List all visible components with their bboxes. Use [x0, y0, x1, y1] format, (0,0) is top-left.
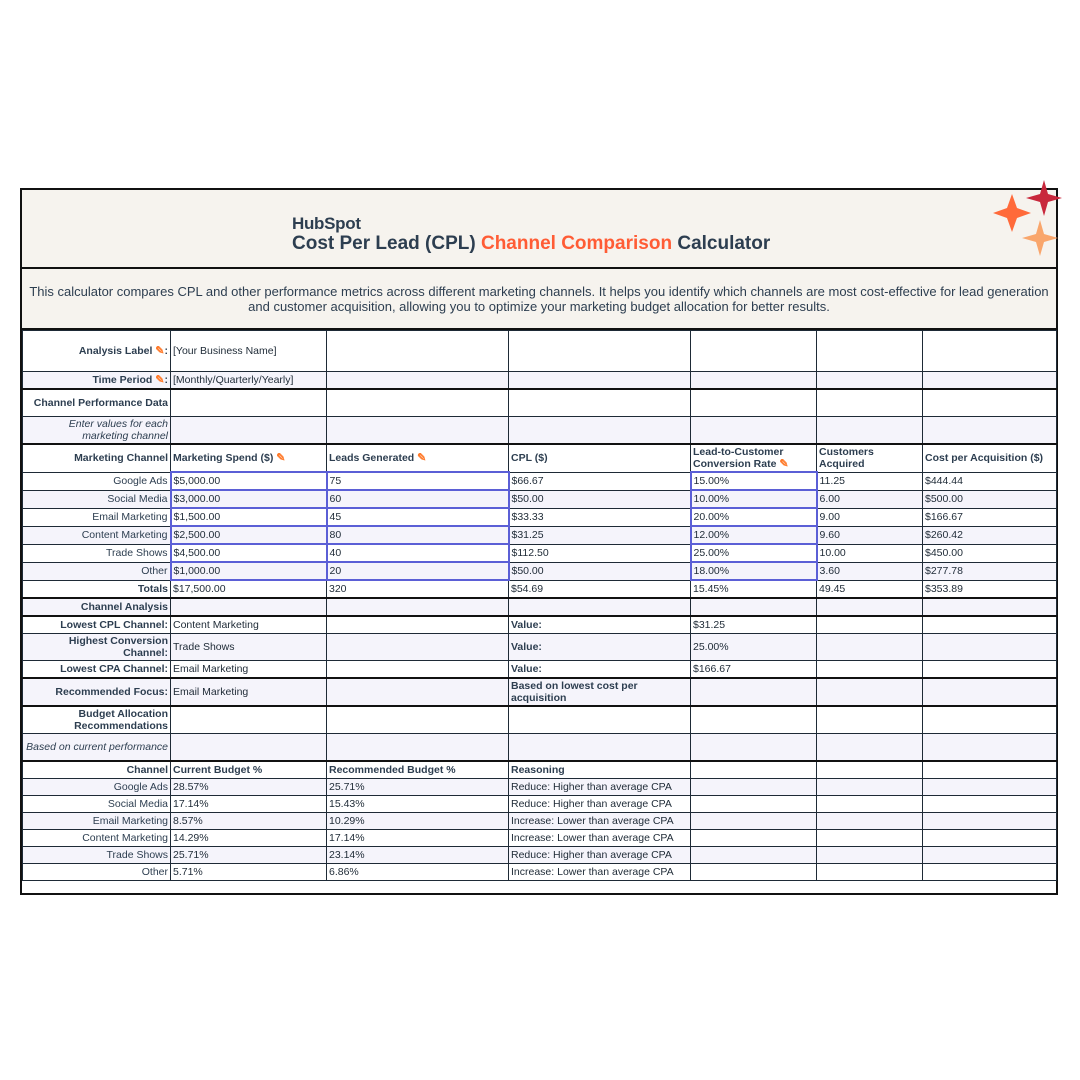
spend-input[interactable]: $1,000.00	[171, 562, 327, 580]
customers-value: 3.60	[817, 562, 923, 580]
recommended-budget: 15.43%	[327, 796, 509, 813]
sparkle-light	[1022, 220, 1058, 256]
cpl-value: $66.67	[509, 472, 691, 490]
spend-input[interactable]: $2,500.00	[171, 526, 327, 544]
totals-row	[23, 580, 1057, 598]
time-period-input[interactable]: [Monthly/Quarterly/Yearly]	[171, 372, 327, 390]
cpl-value: $31.25	[509, 526, 691, 544]
conversion-input[interactable]: 12.00%	[691, 526, 817, 544]
lowest-cpl-channel: Content Marketing	[171, 616, 327, 634]
budget-channel: Social Media	[23, 796, 171, 813]
pencil-icon: ✎	[155, 345, 165, 357]
reasoning: Reduce: Higher than average CPA	[509, 847, 691, 864]
channel-name: Trade Shows	[23, 544, 171, 562]
leads-input[interactable]: 60	[327, 490, 509, 508]
current-budget: 17.14%	[171, 796, 327, 813]
leads-input[interactable]: 45	[327, 508, 509, 526]
conversion-input[interactable]: 18.00%	[691, 562, 817, 580]
highest-conversion-channel: Trade Shows	[171, 634, 327, 661]
conversion-input[interactable]: 20.00%	[691, 508, 817, 526]
customers-value: 9.60	[817, 526, 923, 544]
budget-channel: Trade Shows	[23, 847, 171, 864]
budget-row	[23, 864, 1057, 881]
cpl-value: $50.00	[509, 562, 691, 580]
budget-col-reasoning: Reasoning	[509, 761, 691, 779]
cpa-value: $444.44	[923, 472, 1057, 490]
totals-label: Totals	[23, 580, 171, 598]
col-header-channel: Marketing Channel	[23, 444, 171, 472]
leads-input[interactable]: 40	[327, 544, 509, 562]
lowest-cpl-label: Lowest CPL Channel:	[23, 616, 171, 634]
current-budget: 5.71%	[171, 864, 327, 881]
title-part-2: Calculator	[672, 233, 771, 254]
leads-input[interactable]: 80	[327, 526, 509, 544]
analysis-section-title: Channel Analysis	[23, 598, 171, 616]
sparkle-icon	[982, 180, 1062, 270]
leads-input[interactable]: 75	[327, 472, 509, 490]
cpa-value: $260.42	[923, 526, 1057, 544]
time-period-label: Time Period ✎:	[23, 372, 171, 390]
col-header-cpl: CPL ($)	[509, 444, 691, 472]
total-cpl: $54.69	[509, 580, 691, 598]
cpl-value: $50.00	[509, 490, 691, 508]
channel-row	[23, 544, 1057, 562]
recommended-focus-label: Recommended Focus:	[23, 678, 171, 706]
recommended-budget: 17.14%	[327, 830, 509, 847]
budget-row	[23, 847, 1057, 864]
cpa-value: $450.00	[923, 544, 1057, 562]
description-panel	[22, 269, 1056, 330]
pencil-icon: ✎	[417, 452, 427, 464]
budget-col-current: Current Budget %	[171, 761, 327, 779]
highest-conversion-value: 25.00%	[691, 634, 817, 661]
total-cpa: $353.89	[923, 580, 1057, 598]
total-spend: $17,500.00	[171, 580, 327, 598]
customers-value: 6.00	[817, 490, 923, 508]
budget-col-channel: Channel	[23, 761, 171, 779]
value-label: Value:	[509, 616, 691, 634]
lowest-cpl-value: $31.25	[691, 616, 817, 634]
total-customers: 49.45	[817, 580, 923, 598]
budget-col-recommended: Recommended Budget %	[327, 761, 509, 779]
channel-name: Social Media	[23, 490, 171, 508]
recommended-budget: 25.71%	[327, 779, 509, 796]
reasoning: Increase: Lower than average CPA	[509, 813, 691, 830]
current-budget: 14.29%	[171, 830, 327, 847]
col-header-customers: Customers Acquired	[817, 444, 923, 472]
value-label: Value:	[509, 634, 691, 661]
recommended-budget: 10.29%	[327, 813, 509, 830]
channel-name: Other	[23, 562, 171, 580]
cpa-value: $277.78	[923, 562, 1057, 580]
col-header-spend: Marketing Spend ($) ✎	[171, 444, 327, 472]
budget-hint: Based on current performance	[23, 734, 171, 762]
performance-hint: Enter values for each marketing channel	[23, 417, 171, 445]
cpl-value: $33.33	[509, 508, 691, 526]
current-budget: 25.71%	[171, 847, 327, 864]
budget-channel: Email Marketing	[23, 813, 171, 830]
reasoning: Increase: Lower than average CPA	[509, 830, 691, 847]
spend-input[interactable]: $3,000.00	[171, 490, 327, 508]
channel-name: Google Ads	[23, 472, 171, 490]
lowest-cpa-label: Lowest CPA Channel:	[23, 661, 171, 679]
pencil-icon: ✎	[276, 452, 286, 464]
reasoning: Increase: Lower than average CPA	[509, 864, 691, 881]
leads-input[interactable]: 20	[327, 562, 509, 580]
sparkle-red	[1026, 180, 1062, 216]
channel-row	[23, 562, 1057, 580]
channel-row	[23, 490, 1057, 508]
channel-row	[23, 526, 1057, 544]
spend-input[interactable]: $4,500.00	[171, 544, 327, 562]
calculator-grid	[22, 330, 1057, 881]
reasoning: Reduce: Higher than average CPA	[509, 796, 691, 813]
spreadsheet	[20, 188, 1058, 895]
channel-name: Content Marketing	[23, 526, 171, 544]
budget-channel: Google Ads	[23, 779, 171, 796]
lowest-cpa-channel: Email Marketing	[171, 661, 327, 679]
lowest-cpa-value: $166.67	[691, 661, 817, 679]
sparkle-orange	[993, 194, 1031, 232]
cpa-value: $166.67	[923, 508, 1057, 526]
budget-row	[23, 779, 1057, 796]
conversion-input[interactable]: 10.00%	[691, 490, 817, 508]
conversion-input[interactable]: 15.00%	[691, 472, 817, 490]
value-label: Value:	[509, 661, 691, 679]
budget-row	[23, 813, 1057, 830]
total-conversion: 15.45%	[691, 580, 817, 598]
hubspot-logo: HubSpot	[292, 214, 361, 233]
pencil-icon: ✎	[779, 458, 789, 470]
customers-value: 11.25	[817, 472, 923, 490]
current-budget: 28.57%	[171, 779, 327, 796]
budget-row	[23, 796, 1057, 813]
recommended-focus-channel: Email Marketing	[171, 678, 327, 706]
reasoning: Reduce: Higher than average CPA	[509, 779, 691, 796]
recommended-budget: 23.14%	[327, 847, 509, 864]
channel-row	[23, 472, 1057, 490]
channel-row	[23, 508, 1057, 526]
header-banner	[22, 190, 1056, 269]
col-header-conversion: Lead-to-Customer Conversion Rate ✎	[691, 444, 817, 472]
budget-channel: Content Marketing	[23, 830, 171, 847]
spend-input[interactable]: $1,500.00	[171, 508, 327, 526]
col-header-cpa: Cost per Acquisition ($)	[923, 444, 1057, 472]
budget-section-title: Budget Allocation Recommendations	[23, 706, 171, 734]
highest-conversion-label: Highest Conversion Channel:	[23, 634, 171, 661]
description-text: This calculator compares CPL and other performance metrics across different marketing channels. It helps you identify which channels are most cost-effective for lead generation and customer acquisition, allowing you to optimize your marketing budget allocation for better results.	[29, 283, 1049, 314]
current-budget: 8.57%	[171, 813, 327, 830]
total-leads: 320	[327, 580, 509, 598]
budget-channel: Other	[23, 864, 171, 881]
cpa-value: $500.00	[923, 490, 1057, 508]
recommended-budget: 6.86%	[327, 864, 509, 881]
recommended-focus-reason: Based on lowest cost per acquisition	[509, 678, 691, 706]
analysis-label: Analysis Label ✎:	[23, 331, 171, 372]
page-title	[292, 233, 770, 255]
pencil-icon: ✎	[155, 374, 165, 386]
col-header-leads: Leads Generated ✎	[327, 444, 509, 472]
cpl-value: $112.50	[509, 544, 691, 562]
customers-value: 9.00	[817, 508, 923, 526]
analysis-label-input[interactable]: [Your Business Name]	[171, 331, 327, 372]
conversion-input[interactable]: 25.00%	[691, 544, 817, 562]
channel-name: Email Marketing	[23, 508, 171, 526]
budget-row	[23, 830, 1057, 847]
title-accent: Channel Comparison	[480, 233, 673, 254]
performance-section-title: Channel Performance Data	[23, 389, 171, 417]
spend-input[interactable]: $5,000.00	[171, 472, 327, 490]
customers-value: 10.00	[817, 544, 923, 562]
title-part-1: Cost Per Lead (CPL)	[292, 233, 481, 254]
